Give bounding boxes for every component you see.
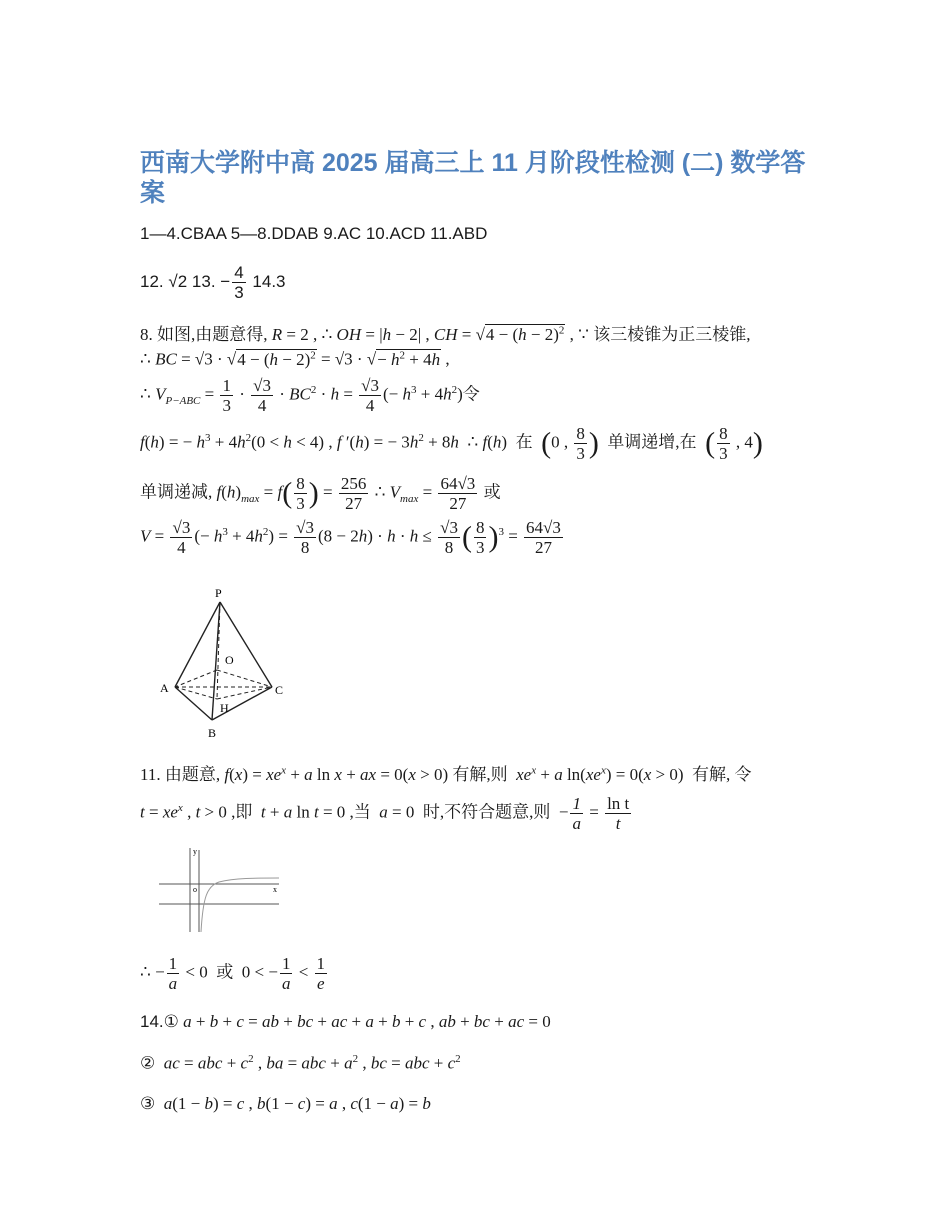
curve: [201, 878, 279, 932]
graph-figure: [155, 842, 287, 936]
segment-hc: [217, 687, 272, 699]
q14-answer: 14.3: [252, 271, 286, 291]
label-c: C: [275, 683, 284, 697]
q14-line-2: ② ac = abc + $c^2$ , ba = abc + $a^2$ , bc = abc + $c^2$: [140, 1053, 461, 1073]
edge-ab: [175, 687, 212, 720]
answers-line-2: 12. √2 13. − $\frac{4}{3}$ 14.3: [140, 263, 286, 302]
q12-label: 12.: [140, 271, 164, 291]
q12-value: √2: [168, 271, 188, 291]
q11-line-2: $t = xe^x$ , t > 0 ,即 t + a ln t = 0 ,当 a = 0 时,不符合题意,则 − $\frac{1}{a}$ = $\frac{\text{ln t}}{t}$: [140, 794, 630, 833]
label-h: H: [220, 701, 229, 715]
edge-pc: [220, 602, 272, 687]
q8-line-5: 单调递减, $f(h)_{max} = f$( $\frac{8}{3}$ ) = $\frac{256}{27}$ ∴ $V_{max}$ = $\frac{64√3}{27}$ 或: [140, 474, 501, 513]
label-p: P: [215, 586, 222, 600]
q8-line-1: 8. 如图,由题意得, R = 2 , ∴ OH = |h − 2| , CH = $√4 - (h - 2)^2$ , ∵ 该三棱锥为正三棱锥,: [140, 324, 751, 344]
pyramid-figure: [150, 582, 300, 742]
q8-line-4: f(h) = − $h^3 + 4h^2(0 < h < 4)$ , f ′(h) = − $3h^2 + 8h$ ∴ f(h) 在 (0 , $\frac{8}{3}$ ) 单调递增,在 ( $\frac{8}{3}$ , 4): [140, 424, 763, 463]
label-x: x: [273, 885, 277, 894]
q8-line-2: ∴ BC = $√3 \cdot √4 - (h - 2)^2 = √3$ · √− $h^2 + 4h$ ,: [140, 349, 450, 369]
q14-line-3: ③ a(1 − b) = c , b(1 − c) = a , c(1 − a) = b: [140, 1094, 431, 1113]
segment-oa: [175, 670, 217, 687]
label-y: y: [193, 847, 197, 856]
label-o: O: [225, 653, 234, 667]
answers-line-1: 1—4.CBAA 5—8.DDAB 9.AC 10.ACD 11.ABD: [140, 224, 488, 243]
q11-line-3: ∴ − $\frac{1}{a}$ < 0 或 0 < − $\frac{1}{a}$ < $\frac{1}{e}$: [140, 954, 326, 993]
q8-line-6: V = $\frac{√3}{4}$ (− $h^3 + 4h^2$) = $\frac{√3}{8}$ (8 − 2h) · h · h ≤ $\frac{√3}{8}$ ( $\frac{8}{3}$ )$^3$ = $\frac{64√3}{27}$: [140, 518, 561, 557]
edge-pa: [175, 602, 220, 687]
q11-line-1: 11. 由题意, $f(x) = xe^x + a$ ln x + ax = 0(x > 0) 有解,则 $xe^x + a$ $\ln(xe^x) = 0(x > 0)$ 有解, 令: [140, 764, 752, 784]
edge-pb: [212, 602, 220, 720]
q8-line-3: ∴ $V_{P-ABC}$ = $\frac{1}{3}$ · $\frac{√3}{4}$ · $BC^2 \cdot h$ = $\frac{√3}{4}$ (− $h^3 + 4h^2$)令: [140, 376, 480, 415]
label-o: o: [193, 885, 197, 894]
q14-line-1: 14.① a + b + c = ab + bc + ac + a + b + c , ab + bc + ac = 0: [140, 1012, 551, 1031]
page-title: 西南大学附中高 2025 届高三上 11 月阶段性检测 (二) 数学答案: [140, 149, 806, 207]
q13-fraction: $\frac{4}{3}$: [234, 263, 244, 302]
q13-label: 13.: [191, 271, 216, 291]
label-a: A: [160, 681, 169, 695]
label-b: B: [208, 726, 217, 740]
